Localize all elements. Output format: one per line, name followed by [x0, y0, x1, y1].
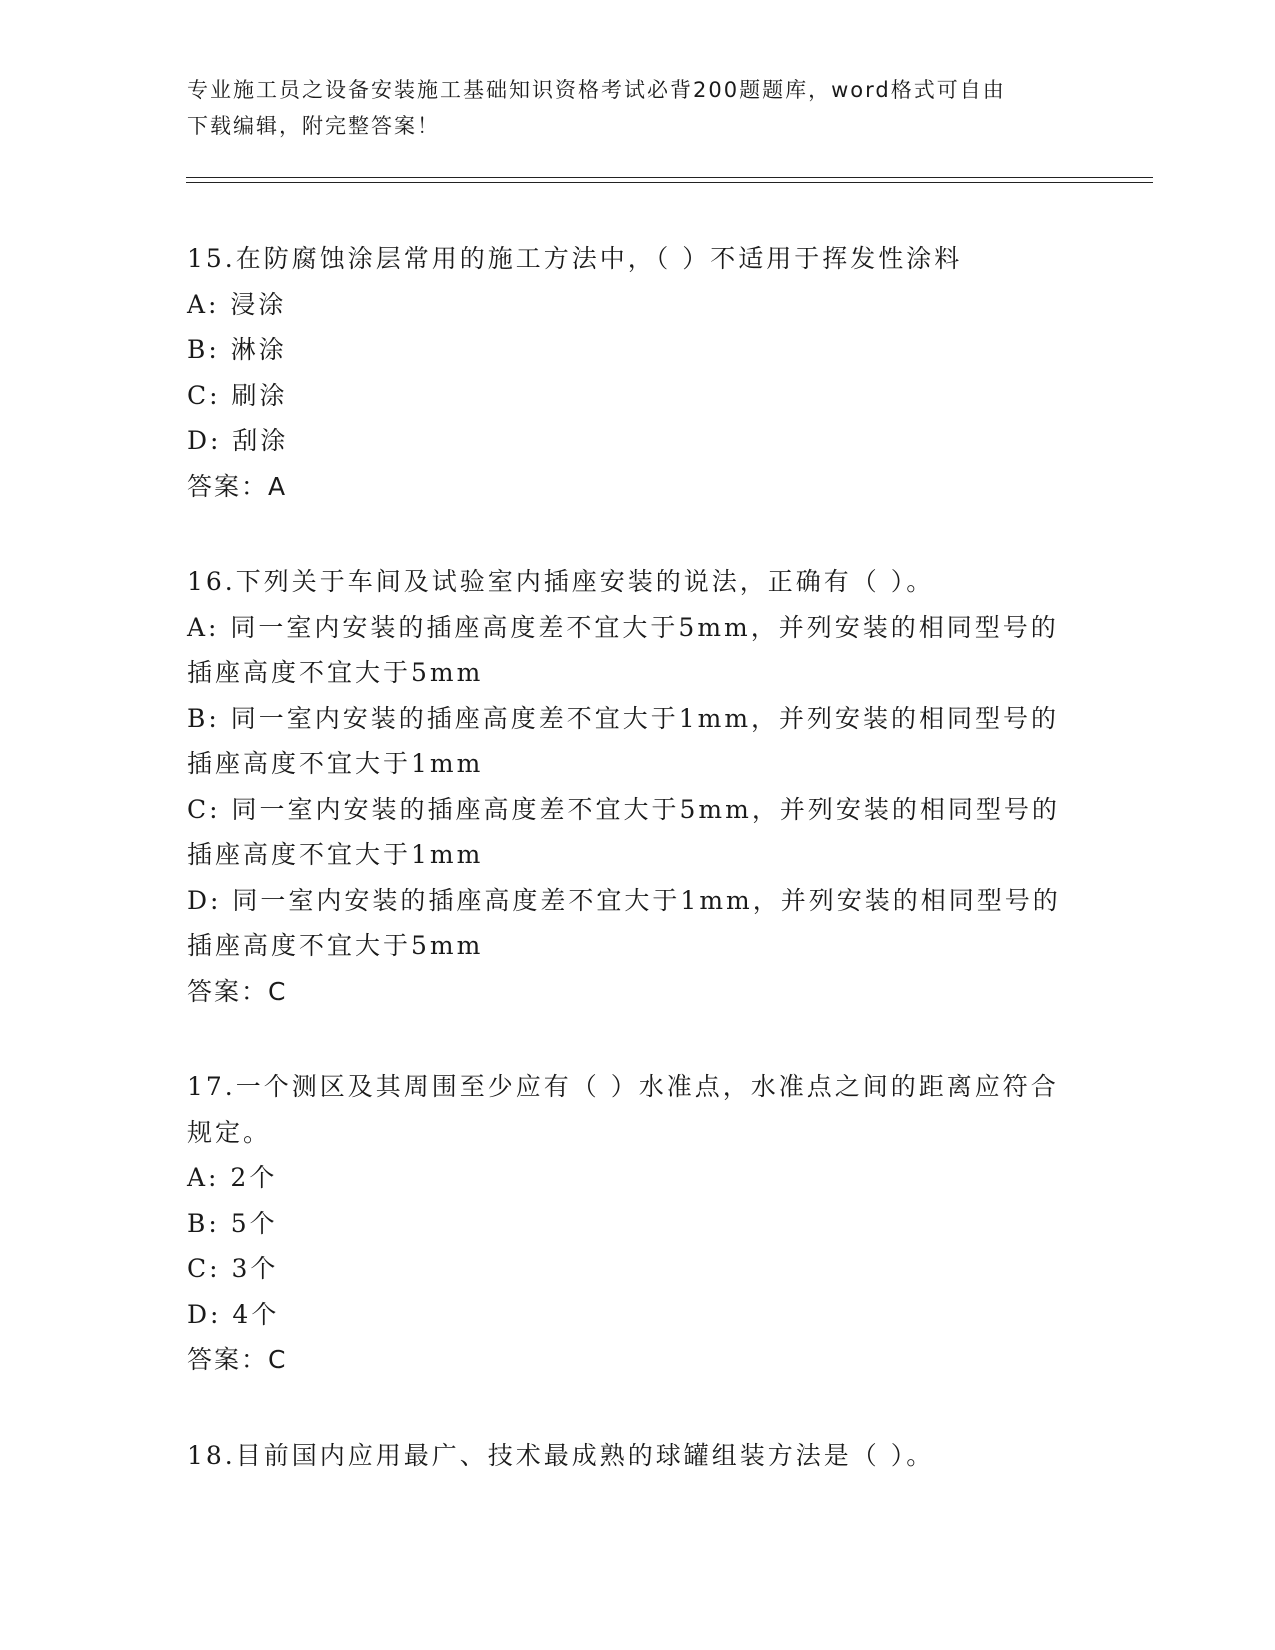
option-d: D: 刮涂	[187, 426, 289, 455]
header-title-line-2: 下载编辑，附完整答案！	[187, 114, 440, 138]
option-b: B: 淋涂	[187, 335, 287, 364]
question-stem: 16.下列关于车间及试验室内插座安装的说法，正确有（ ）。	[187, 567, 935, 596]
option-a: A: 浸涂	[187, 289, 287, 319]
option-c: C: 同一室内安装的插座高度差不宜大于5mm，并列安装的相同型号的插座高度不宜大于1mm	[187, 794, 1060, 869]
question-stem: 18.目前国内应用最广、技术最成熟的球罐组装方法是（ ）。	[187, 1440, 935, 1470]
question-list	[187, 236, 1077, 1528]
option-d: D: 4个	[187, 1299, 280, 1329]
answer: 答案：C	[187, 976, 288, 1006]
question-16	[187, 559, 1077, 1014]
answer: 答案：C	[187, 1345, 288, 1374]
option-c: C: 刷涂	[187, 380, 288, 410]
option-c: C: 3个	[187, 1254, 279, 1283]
question-15	[187, 236, 1077, 509]
header-divider-bottom	[186, 182, 1153, 183]
header-divider-top	[186, 177, 1153, 178]
option-a: A: 2个	[187, 1163, 278, 1192]
question-18	[187, 1433, 1077, 1479]
document-header	[187, 72, 1087, 144]
option-d: D: 同一室内安装的插座高度差不宜大于1mm，并列安装的相同型号的插座高度不宜大于5mm	[187, 885, 1061, 960]
header-title-line-1: 专业施工员之设备安装施工基础知识资格考试必背200题题库，word格式可自由	[187, 78, 1006, 102]
question-stem: 17.一个测区及其周围至少应有（ ）水准点，水准点之间的距离应符合规定。	[187, 1072, 1059, 1147]
option-b: B: 5个	[187, 1208, 278, 1238]
question-stem: 15.在防腐蚀涂层常用的施工方法中，（ ）不适用于挥发性涂料	[187, 244, 963, 273]
question-17	[187, 1064, 1077, 1383]
option-b: B: 同一室内安装的插座高度差不宜大于1mm，并列安装的相同型号的插座高度不宜大于1mm	[187, 703, 1060, 778]
answer: 答案：A	[187, 471, 288, 501]
option-a: A: 同一室内安装的插座高度差不宜大于5mm，并列安装的相同型号的插座高度不宜大于5mm	[187, 612, 1059, 687]
